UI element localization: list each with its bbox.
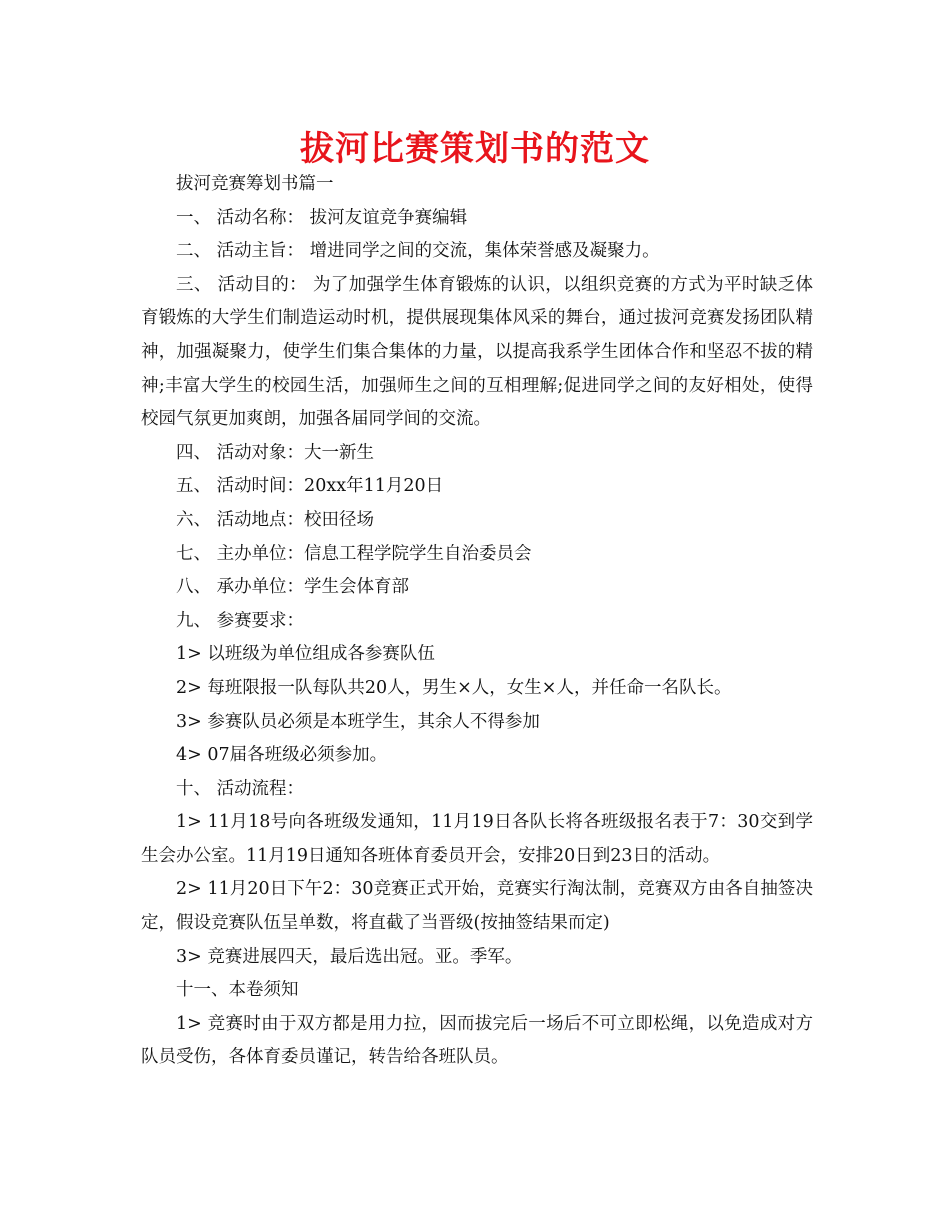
section-host: 八、 承办单位：学生会体育部 [176,577,410,598]
section-organizer: 七、 主办单位：信息工程学院学生自治委员会 [176,543,532,564]
list-item: 1> 11月18号向各班级发通知，11月19日各队长将各班级报名表于7：30交到学生会办公室。11月19日通知各班体育委员开会，安排20日到23日的活动。 [141,812,813,866]
section-activity-target: 四、 活动对象：大一新生 [176,442,375,463]
list-item: 3> 竞赛进展四天，最后选出冠。亚。季军。 [176,946,523,967]
subtitle-paragraph: 拔河竞赛筹划书篇一 [176,174,334,194]
section-activity-purpose: 二、 活动主旨： 增进同学之间的交流，集体荣誉感及凝聚力。 [176,241,660,262]
section-activity-location: 六、 活动地点：校田径场 [176,509,375,530]
list-item: 4> 07届各班级必须参加。 [176,745,388,766]
list-item: 1> 以班级为单位组成各参赛队伍 [176,644,435,665]
section-activity-time: 五、 活动时间：20xx年11月20日 [176,476,444,497]
list-item: 1> 竞赛时由于双方都是用力拉，因而拔完后一场后不可立即松绳，以免造成对方队员受伤，各体育委员谨记，转告给各班队员。 [141,1013,813,1068]
list-item: 3> 参赛队员必须是本班学生，其余人不得参加 [176,711,540,732]
section-process: 十、 活动流程： [176,778,305,799]
section-activity-goal: 三、 活动目的： 为了加强学生体育锻炼的认识，以组织竞赛的方式为平时缺乏体育锻炼的大学生们制造运动时机，提供展现集体风采的舞台，通过拔河竞赛发扬团队精神，加强凝聚力，使学生们集合集体的力量，以提高我系学生团体合作和坚忍不拔的精神;丰富大学生的校园生活，加强师生之间的互相理解;促进同学之间的友好相处，使得校园气氛更加爽朗，加强各届同学间的交流。 [141,274,813,430]
list-item: 2> 11月20日下午2：30竞赛正式开始，竞赛实行淘汰制，竞赛双方由各自抽签决定，假设竞赛队伍呈单数，将直截了当晋级(按抽签结果而定) [141,879,813,934]
list-item: 2> 每班限报一队每队共20人，男生×人，女生×人，并任命一名队长。 [176,677,732,698]
document-title: 拔河比赛策划书的范文 [300,129,650,169]
document-body [141,168,813,1075]
section-activity-name: 一、 活动名称： 拔河友谊竞争赛编辑 [176,207,468,228]
section-notes: 十一、本卷须知 [176,980,299,1001]
section-requirements: 九、 参赛要求： [176,610,305,631]
